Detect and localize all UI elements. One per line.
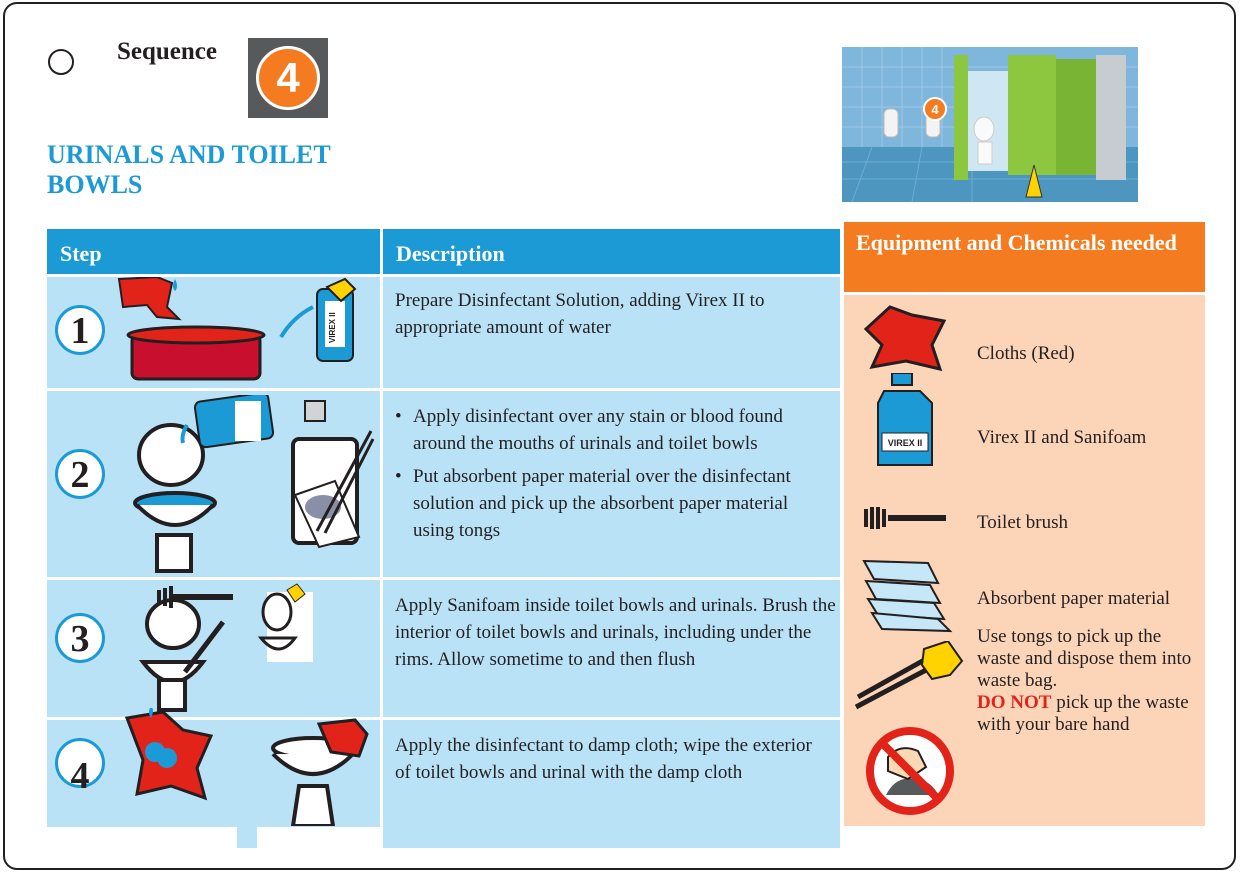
paper-stack-icon (858, 557, 954, 633)
prepare-solution-illustration (117, 277, 377, 387)
step-number-3: 3 (55, 613, 105, 663)
warning-do-not: DO NOT (977, 692, 1052, 713)
page-title: URINALS AND TOILET BOWLS (47, 140, 331, 199)
equipment-label-brush: Toilet brush (977, 512, 1069, 533)
warning-text: pick up the waste with your bare hand (977, 692, 1189, 735)
step-number-2: 2 (55, 449, 105, 499)
step-2-bullets (395, 403, 795, 544)
description-cell-3 (383, 580, 840, 717)
bottle-label: VIREX II (887, 438, 923, 448)
step-cell-1 (47, 277, 380, 388)
step-cell-3 (47, 580, 380, 717)
description-cell-2 (383, 391, 840, 577)
restroom-photo (842, 47, 1138, 202)
no-bare-hand-icon (862, 723, 958, 819)
wipe-exterior-illustration (123, 708, 373, 826)
sequence-number: 4 (256, 46, 320, 110)
red-cloth-icon (862, 303, 952, 373)
photo-badge: 4 (931, 102, 939, 117)
step-description-1: Prepare Disinfectant Solution, adding Virex II to appropriate amount of water (395, 290, 765, 338)
equipment-label-paper: Absorbent paper material (977, 588, 1171, 609)
step-number-4: 4 (55, 738, 105, 788)
description-column-header: Description (383, 229, 840, 274)
equipment-header: Equipment and Chemicals needed (844, 222, 1205, 292)
description-cell-1 (383, 277, 840, 388)
cell-gap (260, 827, 373, 848)
step-number-1: 1 (55, 305, 105, 355)
brush-toilet-illustration (137, 582, 327, 714)
cell-extension (237, 827, 257, 848)
equipment-panel (844, 295, 1205, 826)
sequence-checkbox[interactable] (48, 49, 74, 75)
step-cell-2 (47, 391, 380, 577)
sequence-badge (248, 38, 328, 118)
tongs-instruction: Use tongs to pick up the waste and dispose them into waste bag. (977, 626, 1192, 691)
step-description-3: Apply Sanifoam inside toilet bowls and urinals. Brush the interior of toilet bowls and urinals, including under the rims. Allow sometime to and then flush (395, 595, 836, 670)
equipment-label-cloths: Cloths (Red) (977, 343, 1075, 364)
step-2-bullet-2: • Put absorbent paper material over the disinfectant solution and pick up the absorbent paper material using tongs (395, 463, 795, 544)
toilet-brush-icon (864, 507, 950, 529)
step-2-bullet-1: • Apply disinfectant over any stain or blood found around the mouths of urinals and toilet bowls (395, 403, 795, 457)
step-description-4: Apply the disinfectant to damp cloth; wipe the exterior of toilet bowls and urinal with the damp cloth (395, 735, 812, 783)
step-cell-4 (47, 720, 380, 827)
svg-text:VIREX II: VIREX II (328, 312, 337, 343)
sequence-label: Sequence (117, 38, 217, 65)
virex-bottle-icon (874, 373, 936, 469)
step-column-header: Step (47, 229, 380, 274)
description-cell-4 (383, 720, 840, 848)
apply-disinfectant-illustration (127, 395, 377, 575)
tongs-icon (852, 641, 964, 717)
equipment-label-virex: Virex II and Sanifoam (977, 427, 1147, 448)
